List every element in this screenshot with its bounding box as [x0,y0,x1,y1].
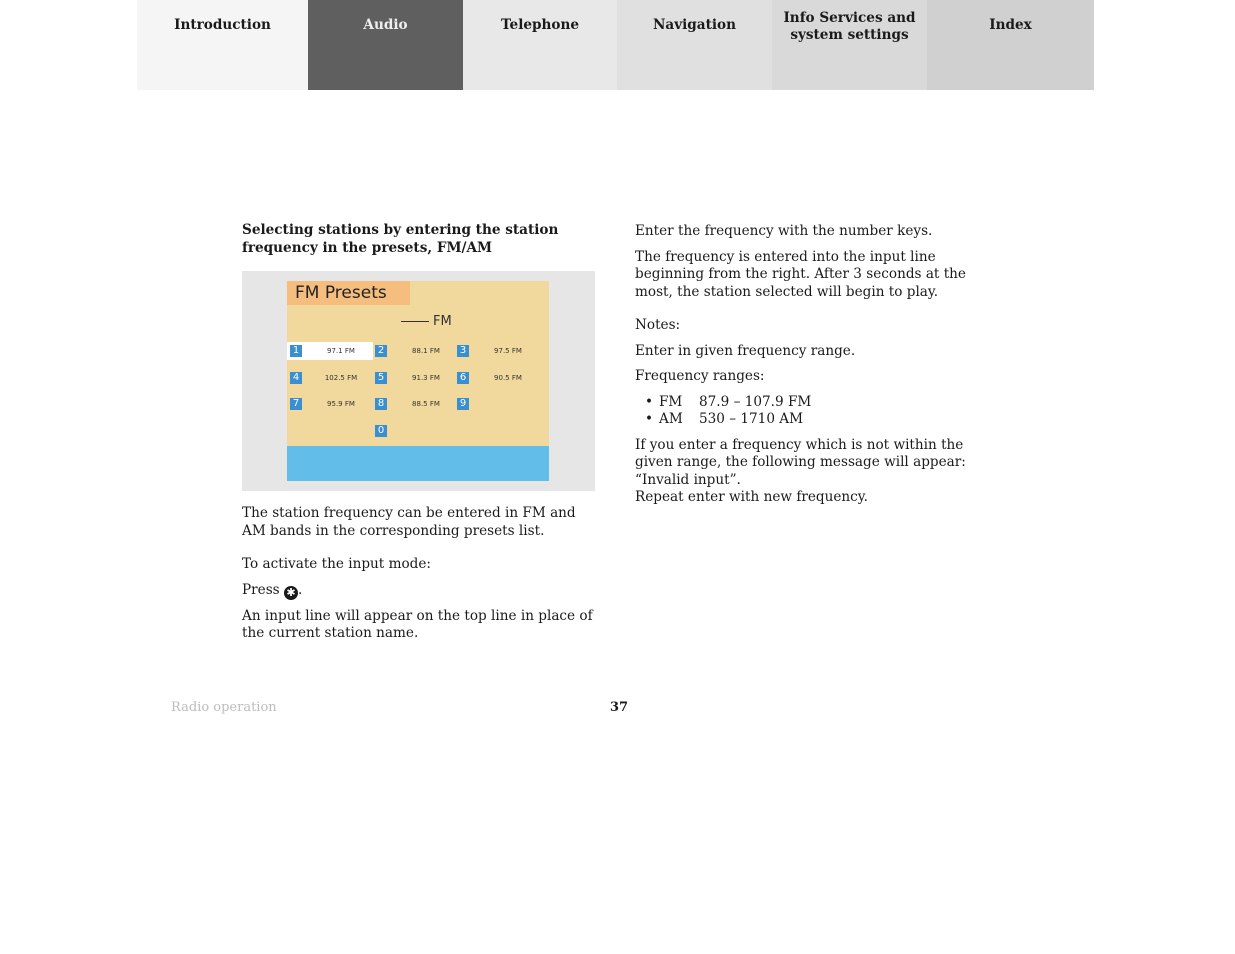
input-band: FM [433,314,452,329]
star-button-icon: ✱ [284,586,298,600]
left-paragraph-2: To activate the input mode: [242,556,431,572]
press-instruction: Press ✱ . [242,581,303,599]
right-paragraph-3: Enter in given frequency range. [635,342,856,359]
preset-number: 3 [457,345,469,357]
preset-frequency: 97.5 FM [494,347,522,355]
preset-slot [372,395,458,413]
preset-number: 6 [457,372,469,384]
screen-title: FM Presets [287,281,410,305]
preset-slot [454,395,540,413]
tab-introduction[interactable]: Introduction [137,0,308,90]
preset-frequency: 91.3 FM [412,374,440,382]
preset-frequency: 97.1 FM [327,347,355,355]
preset-number: 1 [290,345,302,357]
preset-number: 4 [290,372,302,384]
tab-audio[interactable]: Audio [308,0,463,90]
notes-label: Notes: [635,317,681,333]
right-paragraph-4: If you enter a frequency which is not within the given range, the following message will appear: “Invalid input”. [635,436,966,488]
footer-section-title: Radio operation [171,700,277,715]
tab-index[interactable]: Index [927,0,1094,90]
preset-number: 0 [375,425,387,437]
preset-number: 9 [457,398,469,410]
right-paragraph-2: The frequency is entered into the input line beginning from the right. After 3 seconds at the most, the station selected will begin to play. [635,248,966,300]
list-item: • FM 87.9 – 107.9 FM [645,394,995,412]
ranges-label: Frequency ranges: [635,368,765,384]
frequency-range-list [635,394,995,429]
preset-frequency: 95.9 FM [327,400,355,408]
right-column [635,223,995,507]
tab-navigation[interactable]: Navigation [617,0,772,90]
screen-bottom-bar [287,446,549,481]
preset-number: 8 [375,398,387,410]
presets-screen-illustration [242,271,595,491]
preset-number: 5 [375,372,387,384]
left-paragraph-1: The station frequency can be entered in FM and AM bands in the corresponding presets list. [242,505,576,539]
frequency-input-line [401,314,452,329]
preset-slot [454,342,540,360]
preset-slot [454,369,540,387]
preset-frequency: 88.5 FM [412,400,440,408]
preset-slot [372,369,458,387]
left-column-body [242,505,602,643]
presets-screen [287,281,549,481]
left-paragraph-3: An input line will appear on the top line in place of the current station name. [242,607,593,641]
right-paragraph-1: Enter the frequency with the number keys. [635,223,933,239]
preset-frequency: 88.1 FM [412,347,440,355]
preset-number: 2 [375,345,387,357]
preset-slot [287,342,373,360]
list-item: • AM 530 – 1710 AM [645,411,995,429]
preset-slot [372,342,458,360]
preset-frequency: 90.5 FM [494,374,522,382]
press-text: Press [242,581,280,598]
right-paragraph-5: Repeat enter with new frequency. [635,489,868,505]
page-number: 37 [610,700,629,715]
section-heading: Selecting stations by entering the station frequency in the presets, FM/AM [242,222,559,256]
preset-number: 7 [290,398,302,410]
tab-info-services[interactable]: Info Services and system settings [772,0,927,90]
preset-slot [287,369,373,387]
left-column [242,222,602,257]
preset-slot [287,395,373,413]
preset-slot [372,422,458,440]
tab-telephone[interactable]: Telephone [463,0,617,90]
preset-frequency: 102.5 FM [324,374,358,382]
